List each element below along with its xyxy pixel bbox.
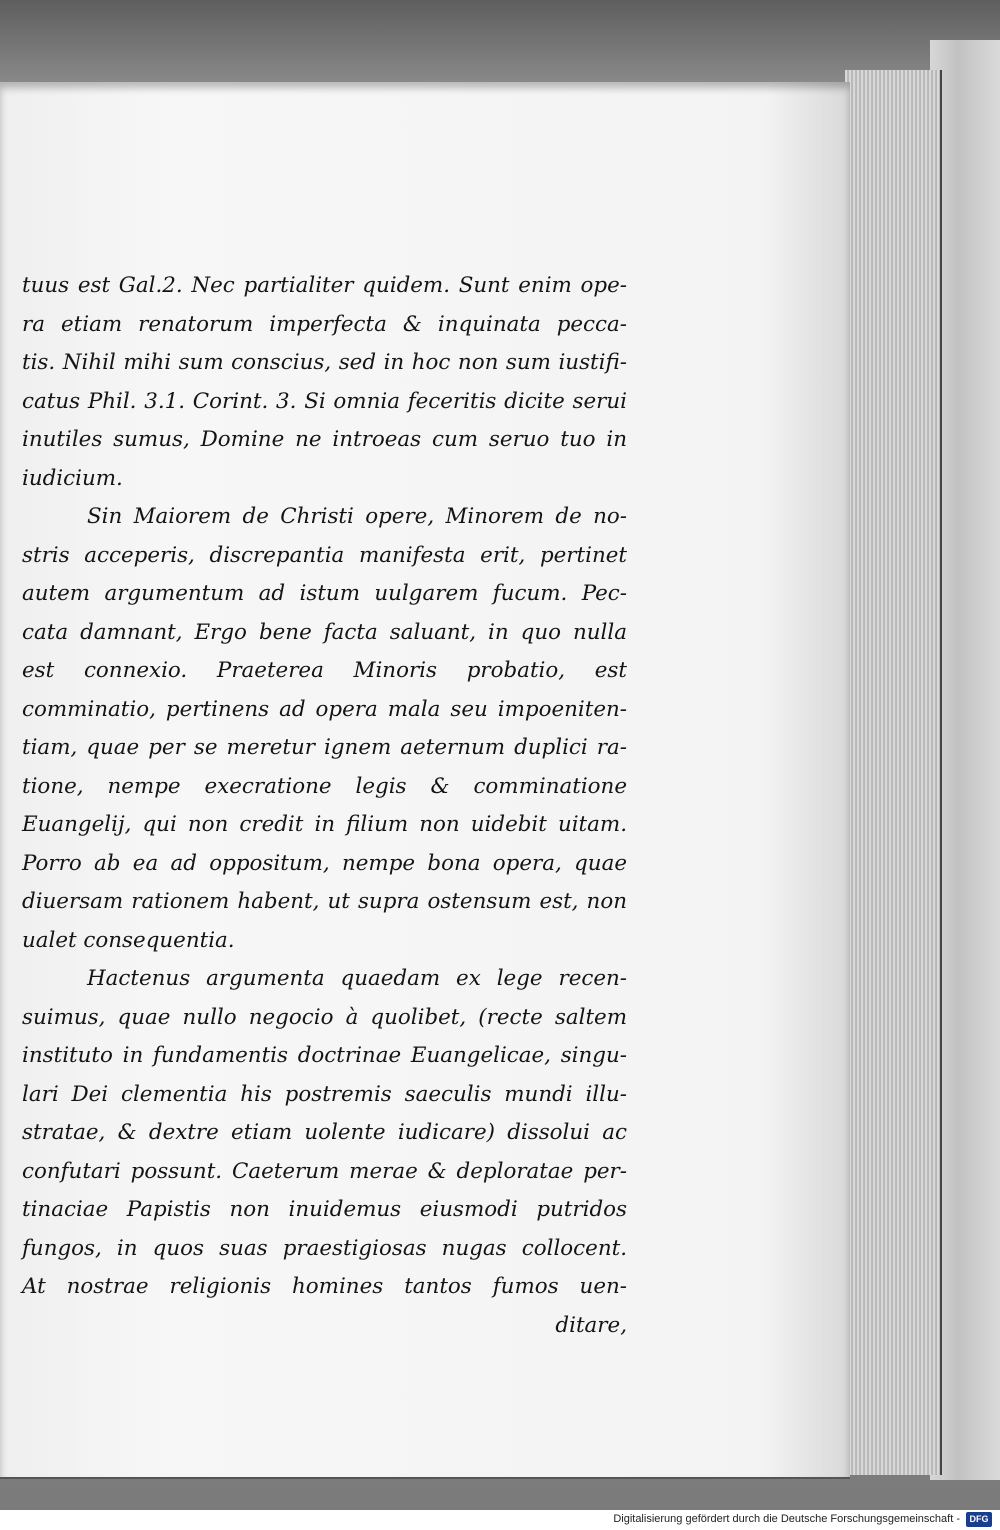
- catchword: ditare,: [555, 1312, 627, 1338]
- text-line: tiam, quae per se meretur ignem aeternum duplici ra-: [22, 735, 627, 760]
- book-page: [0, 82, 850, 1479]
- text-line: tis. Nihil mihi sum conscius, sed in hoc non sum iustifi-: [22, 350, 627, 375]
- text-line: tione, nempe execratione legis & comminatione: [22, 773, 627, 799]
- text-line: inutiles sumus, Domine ne introeas cum seruo tuo in: [22, 427, 627, 452]
- text-line: diuersam rationem habent, ut supra ostensum est, non: [22, 889, 627, 914]
- text-line: catus Phil. 3.1. Corint. 3. Si omnia feceritis dicite serui: [22, 388, 627, 414]
- text-line: est connexio. Praeterea Minoris probatio, est: [22, 658, 627, 683]
- text-line: confutari possunt. Caeterum merae & deploratae per-: [22, 1158, 627, 1184]
- text-line: tinaciae Papistis non inuidemus eiusmodi putridos: [22, 1197, 627, 1222]
- paragraph-start: Sin Maiorem de Christi opere, Minorem de no-: [87, 504, 627, 529]
- text-line: tuus est Gal.2. Nec partialiter quidem. Sunt enim ope-: [22, 273, 627, 298]
- dfg-logo: DFG: [966, 1512, 992, 1527]
- text-line: fungos, in quos suas praestigiosas nugas collocent.: [22, 1235, 627, 1261]
- text-line: At nostrae religionis homines tantos fumos uen-: [22, 1274, 627, 1299]
- text-line: comminatio, pertinens ad opera mala seu impoeniten-: [22, 696, 627, 722]
- text-line: iudicium.: [22, 465, 123, 491]
- text-line: ualet consequentia.: [22, 927, 235, 953]
- text-line: autem argumentum ad istum uulgarem fucum. Pec-: [22, 581, 627, 606]
- text-line: instituto in fundamentis doctrinae Euangelicae, singu-: [22, 1043, 627, 1068]
- funding-credit: Digitalisierung gefördert durch die Deutsche Forschungsgemeinschaft -: [613, 1513, 960, 1525]
- text-line: Porro ab ea ad oppositum, nempe bona opera, quae: [22, 850, 627, 876]
- text-line: suimus, quae nullo negocio à quolibet, (recte saltem: [22, 1004, 627, 1030]
- text-line: Euangelij, qui non credit in filium non uidebit uitam.: [22, 812, 627, 837]
- paragraph-start: Hactenus argumenta quaedam ex lege recen-: [87, 966, 627, 991]
- text-line: stratae, & dextre etiam uolente iudicare) dissolui ac: [22, 1120, 627, 1145]
- page-edges: [845, 70, 942, 1475]
- page-text: [22, 267, 627, 1345]
- text-line: ra etiam renatorum imperfecta & inquinata pecca-: [22, 311, 627, 337]
- text-line: lari Dei clementia his postremis saeculis mundi illu-: [22, 1081, 627, 1107]
- text-line: stris acceperis, discrepantia manifesta erit, pertinet: [22, 542, 627, 568]
- text-line: cata damnant, Ergo bene facta saluant, in quo nulla: [22, 619, 627, 645]
